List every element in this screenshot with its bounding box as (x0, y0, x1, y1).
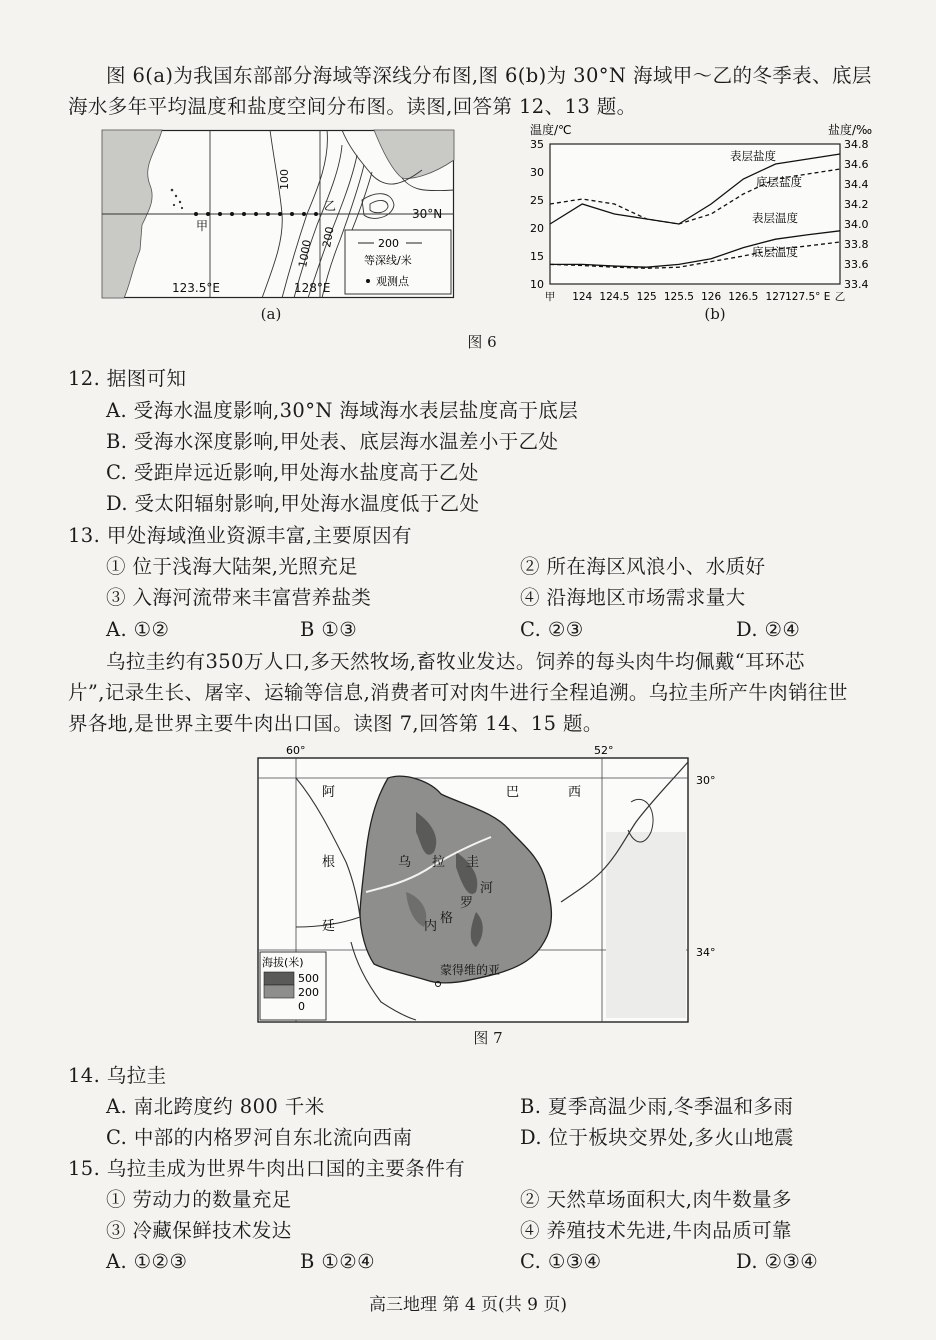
intro2-line-1: 乌拉圭约有350万人口,多天然牧场,畜牧业发达。饲养的每头肉牛均佩戴“耳环芯 (106, 650, 805, 673)
left-axis-title: 温度/℃ (530, 123, 572, 137)
legend-level-0: 0 (298, 1000, 305, 1013)
q13-choice-b[interactable]: B ①③ (300, 618, 358, 641)
x-tick-label: 乙 (834, 291, 846, 303)
lon-label-52: 52° (594, 744, 614, 757)
brazil-char-1: 巴 (506, 785, 520, 800)
label-contour-200: 200 (320, 225, 337, 249)
x-tick-label: 126 (701, 291, 722, 303)
label-lat: 30°N (412, 207, 443, 221)
argentina-char-3: 廷 (322, 919, 336, 934)
q15-choice-d[interactable]: D. ②③④ (736, 1250, 819, 1273)
x-tick-label: 125.5 (663, 291, 694, 303)
left-tick-label: 15 (530, 250, 544, 263)
q14-option-b[interactable]: B. 夏季高温少雨,冬季温和多雨 (520, 1095, 794, 1118)
lat-label-34: 34° (696, 946, 716, 959)
legend-line-label: 200 (378, 237, 399, 250)
river-char-4: 河 (480, 881, 494, 896)
x-tick-label: 甲 (544, 291, 556, 303)
right-tick-label: 34.0 (844, 218, 869, 231)
legend-title: 海拔(米) (262, 956, 304, 969)
q15-choice-b[interactable]: B ①②④ (300, 1250, 375, 1273)
q13-item-3: ③ 入海河流带来丰富营养盐类 (106, 586, 372, 609)
figure-6-caption: 图 6 (467, 333, 497, 351)
label-lon-2: 128°E (294, 281, 331, 295)
right-axis-title: 盐度/‰ (828, 123, 873, 137)
right-tick-label: 34.8 (844, 138, 869, 151)
x-tick-label: 124 (572, 291, 593, 303)
figure-6a-label: (a) (260, 305, 282, 323)
q14-stem: 14. 乌拉圭 (68, 1064, 167, 1087)
series-label: 底层温度 (752, 245, 798, 259)
right-tick-label: 34.4 (844, 178, 869, 191)
argentina-char-1: 阿 (322, 785, 336, 800)
ocean (606, 832, 686, 1018)
q13-choice-c[interactable]: C. ②③ (520, 618, 584, 641)
q13-item-1: ① 位于浅海大陆架,光照充足 (106, 555, 358, 578)
uruguay-char-2: 拉 (432, 855, 446, 870)
series-label: 表层盐度 (730, 149, 776, 163)
q15-stem: 15. 乌拉圭成为世界牛肉出口国的主要条件有 (68, 1157, 466, 1180)
figure-6b-label: (b) (704, 305, 726, 323)
river-char-2: 格 (440, 911, 454, 926)
figure-7-caption: 图 7 (473, 1029, 503, 1047)
series-label: 底层盐度 (756, 175, 802, 189)
q13-stem: 13. 甲处海域渔业资源丰富,主要原因有 (68, 524, 412, 547)
q14-option-a[interactable]: A. 南北跨度约 800 千米 (106, 1095, 325, 1118)
intro2-line-2: 片”,记录生长、屠宰、运输等信息,消费者可对肉牛进行全程追溯。乌拉圭所产牛肉销往世 (68, 681, 848, 704)
left-tick-label: 35 (530, 138, 544, 151)
intro2-line-3: 界各地,是世界主要牛肉出口国。读图 7,回答第 14、15 题。 (68, 712, 603, 735)
legend-point-label: 观测点 (376, 275, 409, 288)
legend-level-500: 500 (298, 972, 319, 985)
label-lon-1: 123.5°E (172, 281, 220, 295)
q15-choice-c[interactable]: C. ①③④ (520, 1250, 602, 1273)
q15-item-3: ③ 冷藏保鲜技术发达 (106, 1219, 292, 1242)
left-tick-label: 25 (530, 194, 544, 207)
q14-option-d[interactable]: D. 位于板块交界处,多火山地震 (520, 1126, 794, 1149)
right-tick-label: 34.6 (844, 158, 869, 171)
label-contour-100: 100 (278, 169, 291, 190)
label-yi: 乙 (324, 199, 337, 213)
q13-item-2: ② 所在海区风浪小、水质好 (520, 555, 766, 578)
argentina-char-2: 根 (322, 855, 336, 870)
page-footer: 高三地理 第 4 页(共 9 页) (369, 1295, 567, 1315)
q15-choice-a[interactable]: A. ①②③ (106, 1250, 188, 1273)
figure-6b-chart (498, 118, 888, 308)
right-tick-label: 33.6 (844, 258, 869, 271)
x-tick-label: 126.5 (728, 291, 759, 303)
capital-label: 蒙得维的亚 (440, 963, 501, 977)
x-tick-label: 127 (765, 291, 786, 303)
q12-option-b[interactable]: B. 受海水深度影响,甲处表、底层海水温差小于乙处 (106, 430, 559, 453)
legend-contour-label: 等深线/米 (364, 254, 412, 267)
right-tick-label: 34.2 (844, 198, 869, 211)
left-tick-label: 30 (530, 166, 544, 179)
q13-item-4: ④ 沿海地区市场需求量大 (520, 586, 746, 609)
q14-option-c[interactable]: C. 中部的内格罗河自东北流向西南 (106, 1126, 413, 1149)
q15-item-1: ① 劳动力的数量充足 (106, 1188, 292, 1211)
label-jia: 甲 (196, 219, 209, 233)
left-tick-label: 10 (530, 278, 544, 291)
x-tick-label: 125 (636, 291, 657, 303)
river-char-3: 罗 (460, 896, 474, 911)
river-char-1: 内 (424, 919, 438, 934)
series-label: 表层温度 (752, 211, 798, 225)
q13-choice-d[interactable]: D. ②④ (736, 618, 801, 641)
uruguay-char-1: 乌 (398, 855, 412, 870)
label-contour-1000: 1000 (296, 238, 314, 269)
right-tick-label: 33.8 (844, 238, 869, 251)
q12-option-a[interactable]: A. 受海水温度影响,30°N 海域海水表层盐度高于底层 (106, 399, 579, 422)
lat-label-30: 30° (696, 774, 716, 787)
q15-item-2: ② 天然草场面积大,肉牛数量多 (520, 1188, 792, 1211)
figure-6a-map (102, 130, 454, 298)
q12-stem: 12. 据图可知 (68, 367, 187, 390)
intro-line-2: 海水多年平均温度和盐度空间分布图。读图,回答第 12、13 题。 (68, 95, 637, 118)
intro-line-1: 图 6(a)为我国东部部分海域等深线分布图,图 6(b)为 30°N 海域甲～乙的冬季表、底层 (106, 64, 872, 87)
q12-option-c[interactable]: C. 受距岸远近影响,甲处海水盐度高于乙处 (106, 461, 479, 484)
brazil-char-2: 西 (568, 785, 582, 800)
right-tick-label: 33.4 (844, 278, 869, 291)
left-tick-label: 20 (530, 222, 544, 235)
lon-label-60: 60° (286, 744, 306, 757)
figure-7-map (256, 742, 716, 1024)
q13-choice-a[interactable]: A. ①② (106, 618, 170, 641)
legend-level-200: 200 (298, 986, 319, 999)
x-tick-label: 127.5° E (785, 291, 831, 303)
q12-option-d[interactable]: D. 受太阳辐射影响,甲处海水温度低于乙处 (106, 492, 480, 515)
q15-item-4: ④ 养殖技术先进,牛肉品质可靠 (520, 1219, 792, 1242)
uruguay-char-3: 圭 (466, 855, 480, 870)
x-tick-label: 124.5 (599, 291, 630, 303)
